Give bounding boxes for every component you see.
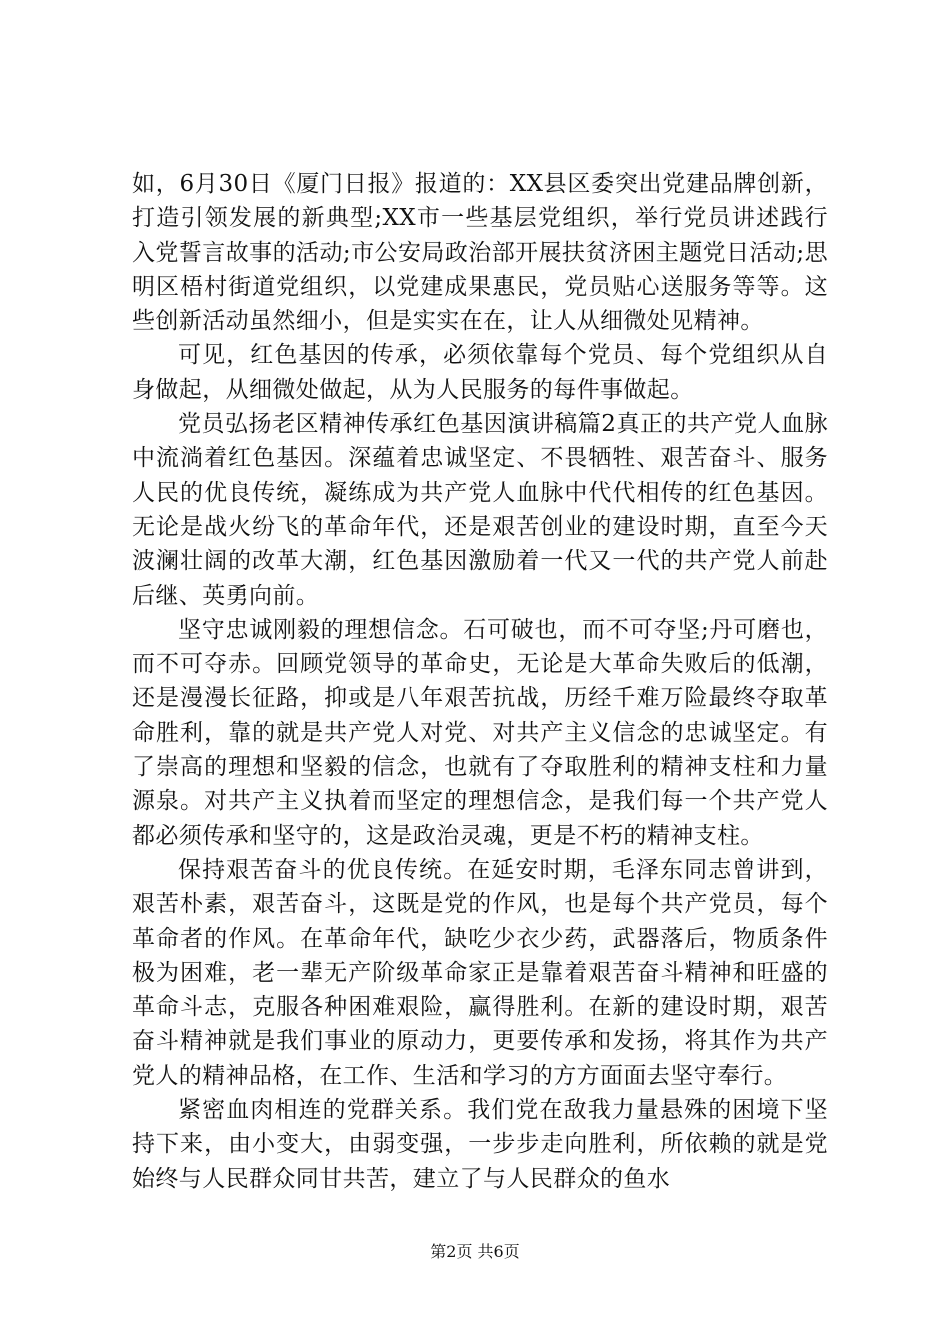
paragraph-6: 紧密血肉相连的党群关系。我们党在敌我力量悬殊的困境下坚持下来，由小变大，由弱变强，一步步走向胜利，所依赖的就是党始终与人民群众同甘共苦，建立了与人民群众的鱼水	[132, 1097, 828, 1192]
paragraph-3: 党员弘扬老区精神传承红色基因演讲稿篇2真正的共产党人血脉中流淌着红色基因。深蕴着忠诚坚定、不畏牺牲、艰苦奋斗、服务人民的优良传统，凝练成为共产党人血脉中代代相传的红色基因。无论是战火纷飞的革命年代，还是艰苦创业的建设时期，直至今天波澜壮阔的改革大潮，红色基因激励着一代又一代的共产党人前赴后继、英勇向前。	[132, 411, 828, 609]
paragraph-5: 保持艰苦奋斗的优良传统。在延安时期，毛泽东同志曾讲到，艰苦朴素，艰苦奋斗，这既是党的作风，也是每个共产党员，每个革命者的作风。在革命年代，缺吃少衣少药，武器落后，物质条件极为困难，老一辈无产阶级革命家正是靠着艰苦奋斗精神和旺盛的革命斗志，克服各种困难艰险，赢得胜利。在新的建设时期，艰苦奋斗精神就是我们事业的原动力，更要传承和发扬，将其作为共产党人的精神品格，在工作、生活和学习的方方面面去坚守奉行。	[132, 856, 828, 1089]
document-body	[132, 167, 828, 1196]
paragraph-1: 如，6月30日《厦门日报》报道的：XX县区委突出党建品牌创新，打造引领发展的新典型;XX市一些基层党组织，举行党员讲述践行入党誓言故事的活动;市公安局政治部开展扶贫济困主题党日活动;思明区梧村街道党组织，以党建成果惠民，党员贴心送服务等等。这些创新活动虽然细小，但是实实在在，让人从细微处见精神。	[132, 171, 828, 335]
paragraph-4: 坚守忠诚刚毅的理想信念。石可破也，而不可夺坚;丹可磨也，而不可夺赤。回顾党领导的革命史，无论是大革命失败后的低潮，还是漫漫长征路，抑或是八年艰苦抗战，历经千难万险最终夺取革命胜利，靠的就是共产党人对党、对共产主义信念的忠诚坚定。有了崇高的理想和坚毅的信念，也就有了夺取胜利的精神支柱和力量源泉。对共产主义执着而坚定的理想信念，是我们每一个共产党人都必须传承和坚守的，这是政治灵魂，更是不朽的精神支柱。	[132, 616, 828, 849]
paragraph-2: 可见，红色基因的传承，必须依靠每个党员、每个党组织从自身做起，从细微处做起，从为人民服务的每件事做起。	[132, 342, 828, 403]
page-footer: 第2页 共6页	[430, 1242, 520, 1261]
